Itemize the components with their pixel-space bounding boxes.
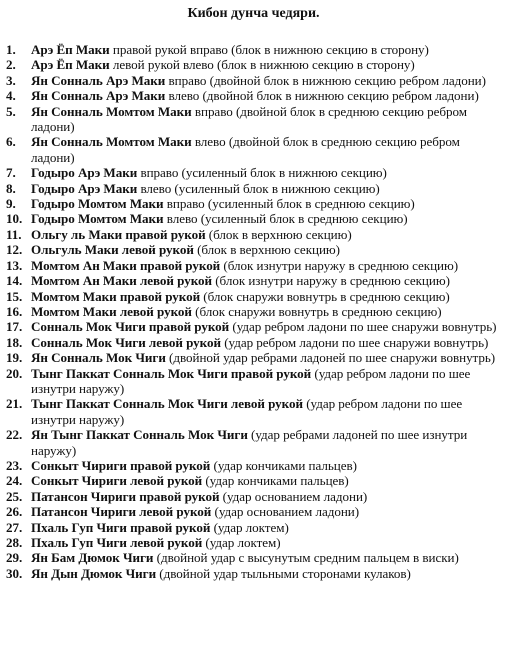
- technique-description: (двойной удар ребрами ладоней по шее снаружи вовнутрь): [165, 350, 496, 366]
- technique-list: [6, 42, 501, 581]
- technique-description: (блок изнутри наружу в среднюю секцию): [220, 257, 459, 273]
- technique-name: Ян Тынг Паккат Сонналь Мок Чиги: [31, 427, 248, 443]
- item-number: 8.: [6, 180, 16, 196]
- item-number: 3.: [6, 72, 16, 88]
- item-number: 19.: [6, 350, 23, 366]
- technique-description: (удар основанием ладони): [219, 488, 368, 504]
- technique-description: (блок снаружи вовнутрь в среднюю секцию): [200, 288, 450, 304]
- item-number: 20.: [6, 365, 23, 381]
- item-number: 28.: [6, 535, 23, 550]
- technique-name: Годыро Момтом Маки: [31, 196, 164, 212]
- technique-name: Патансон Чириги правой рукой: [31, 488, 220, 504]
- item-number: 4.: [6, 88, 16, 104]
- document-title: Кибон дунча чедяри.: [187, 6, 320, 21]
- item-number: 29.: [6, 550, 23, 566]
- list-item: [6, 504, 501, 519]
- list-item: [6, 473, 501, 488]
- item-number: 7.: [6, 165, 16, 181]
- item-number: 13.: [6, 257, 23, 273]
- technique-name: Годыро Арэ Маки: [31, 165, 138, 181]
- list-item: [6, 550, 501, 565]
- technique-description: (удар локтем): [202, 535, 281, 550]
- list-item: [6, 273, 501, 288]
- technique-name: Патансон Чириги левой рукой: [31, 504, 212, 520]
- list-item: [6, 566, 501, 581]
- technique-description: (удар локтем): [210, 519, 289, 535]
- list-item: [6, 42, 501, 57]
- technique-description: (удар ребром ладони по шее изнутри наружу): [31, 396, 463, 427]
- technique-description: (удар ребрами ладоней по шее изнутри наружу): [31, 427, 468, 458]
- item-number: 17.: [6, 319, 23, 335]
- technique-description: влево (двойной блок в среднюю секцию ребром ладони): [31, 134, 460, 165]
- item-number: 5.: [6, 103, 16, 119]
- item-number: 22.: [6, 427, 23, 443]
- technique-name: Ян Сонналь Арэ Маки: [31, 72, 166, 88]
- technique-description: (двойной удар с высунутым средним пальцем в виски): [153, 550, 459, 566]
- technique-name: Ян Дын Дюмок Чиги: [31, 565, 157, 581]
- item-number: 12.: [6, 242, 23, 258]
- item-number: 18.: [6, 334, 23, 350]
- item-number: 16.: [6, 303, 23, 319]
- technique-name: Ян Сонналь Арэ Маки: [31, 88, 166, 104]
- technique-name: Момтом Ан Маки левой рукой: [31, 273, 213, 289]
- technique-description: (удар ребром ладони по шее снаружи вовнутрь): [221, 334, 489, 350]
- list-item: [6, 396, 501, 427]
- item-number: 2.: [6, 57, 16, 73]
- technique-name: Пхаль Гуп Чиги правой рукой: [31, 519, 211, 535]
- technique-name: Ольгуль Маки левой рукой: [31, 242, 194, 258]
- list-item: [6, 134, 501, 165]
- technique-description: влево (двойной блок в нижнюю секцию ребром ладони): [165, 88, 479, 104]
- technique-name: Момтом Маки левой рукой: [31, 303, 192, 319]
- list-item: [6, 57, 501, 72]
- item-number: 25.: [6, 488, 23, 504]
- item-number: 24.: [6, 473, 23, 489]
- technique-name: Арэ Ёп Маки: [31, 57, 110, 73]
- technique-name: Момтом Маки правой рукой: [31, 288, 201, 304]
- technique-description: (блок изнутри наружу в среднюю секцию): [212, 273, 450, 289]
- list-item: [6, 242, 501, 257]
- list-item: [6, 104, 501, 135]
- item-number: 21.: [6, 396, 23, 412]
- list-item: [6, 335, 501, 350]
- technique-description: влево (усиленный блок в нижнюю секцию): [137, 180, 380, 196]
- technique-name: Ольгу ль Маки правой рукой: [31, 226, 206, 242]
- technique-name: Годыро Арэ Маки: [31, 180, 138, 196]
- technique-name: Сонналь Мок Чиги левой рукой: [31, 334, 221, 350]
- item-number: 10.: [6, 211, 23, 227]
- list-item: [6, 366, 501, 397]
- item-number: 15.: [6, 288, 23, 304]
- technique-name: Ян Сонналь Момтом Маки: [31, 103, 192, 119]
- list-item: [6, 196, 501, 211]
- list-item: [6, 227, 501, 242]
- list-item: [6, 489, 501, 504]
- list-item: [6, 181, 501, 196]
- list-item: [6, 520, 501, 535]
- item-number: 26.: [6, 504, 23, 520]
- technique-description: (блок снаружи вовнутрь в среднюю секцию): [191, 303, 442, 319]
- list-item: [6, 258, 501, 273]
- technique-description: вправо (двойной блок в среднюю секцию ребром ладони): [31, 103, 467, 135]
- item-number: 27.: [6, 519, 23, 535]
- technique-description: (блок в верхнюю секцию): [205, 226, 352, 242]
- item-number: 9.: [6, 196, 16, 212]
- technique-description: правой рукой вправо (блок в нижнюю секцию в сторону): [109, 42, 429, 57]
- list-item: [6, 289, 501, 304]
- list-item: [6, 535, 501, 550]
- technique-name: Тынг Паккат Сонналь Мок Чиги левой рукой: [31, 396, 303, 412]
- technique-description: вправо (двойной блок в нижнюю секцию ребром ладони): [165, 72, 486, 88]
- item-number: 6.: [6, 134, 16, 150]
- technique-name: Пхаль Гуп Чиги левой рукой: [31, 535, 203, 550]
- technique-description: вправо (усиленный блок в нижнюю секцию): [137, 165, 387, 181]
- technique-name: Момтом Ан Маки правой рукой: [31, 257, 221, 273]
- list-item: [6, 458, 501, 473]
- technique-description: (удар кончиками пальцев): [210, 457, 357, 473]
- item-number: 30.: [6, 565, 23, 581]
- technique-name: Арэ Ёп Маки: [31, 42, 110, 57]
- technique-description: влево (усиленный блок в среднюю секцию): [163, 211, 408, 227]
- item-number: 11.: [6, 226, 22, 242]
- item-number: 23.: [6, 457, 23, 473]
- technique-name: Тынг Паккат Сонналь Мок Чиги правой рукой: [31, 365, 312, 381]
- technique-description: левой рукой влево (блок в нижнюю секцию в сторону): [109, 57, 415, 73]
- list-item: [6, 304, 501, 319]
- technique-name: Сонналь Мок Чиги правой рукой: [31, 319, 230, 335]
- list-item: [6, 211, 501, 226]
- technique-description: (удар ребром ладони по шее изнутри наружу): [31, 365, 471, 396]
- list-item: [6, 88, 501, 103]
- technique-name: Ян Сонналь Мок Чиги: [31, 350, 166, 366]
- technique-description: (удар основанием ладони): [211, 504, 360, 520]
- technique-description: вправо (усиленный блок в среднюю секцию): [163, 196, 415, 212]
- item-number: 14.: [6, 273, 23, 289]
- technique-name: Ян Сонналь Момтом Маки: [31, 134, 192, 150]
- technique-name: Сонкыт Чириги правой рукой: [31, 457, 211, 473]
- technique-description: (блок в верхнюю секцию): [193, 242, 340, 258]
- technique-description: (удар кончиками пальцев): [202, 473, 349, 489]
- technique-description: (двойной удар тыльными сторонами кулаков): [156, 565, 411, 581]
- list-item: [6, 73, 501, 88]
- list-item: [6, 350, 501, 365]
- technique-name: Годыро Момтом Маки: [31, 211, 164, 227]
- technique-name: Ян Бам Дюмок Чиги: [31, 550, 154, 566]
- list-item: [6, 427, 501, 458]
- technique-description: (удар ребром ладони по шее снаружи вовнутрь): [229, 319, 497, 335]
- technique-name: Сонкыт Чириги левой рукой: [31, 473, 203, 489]
- list-item: [6, 165, 501, 180]
- item-number: 1.: [6, 42, 16, 57]
- list-item: [6, 319, 501, 334]
